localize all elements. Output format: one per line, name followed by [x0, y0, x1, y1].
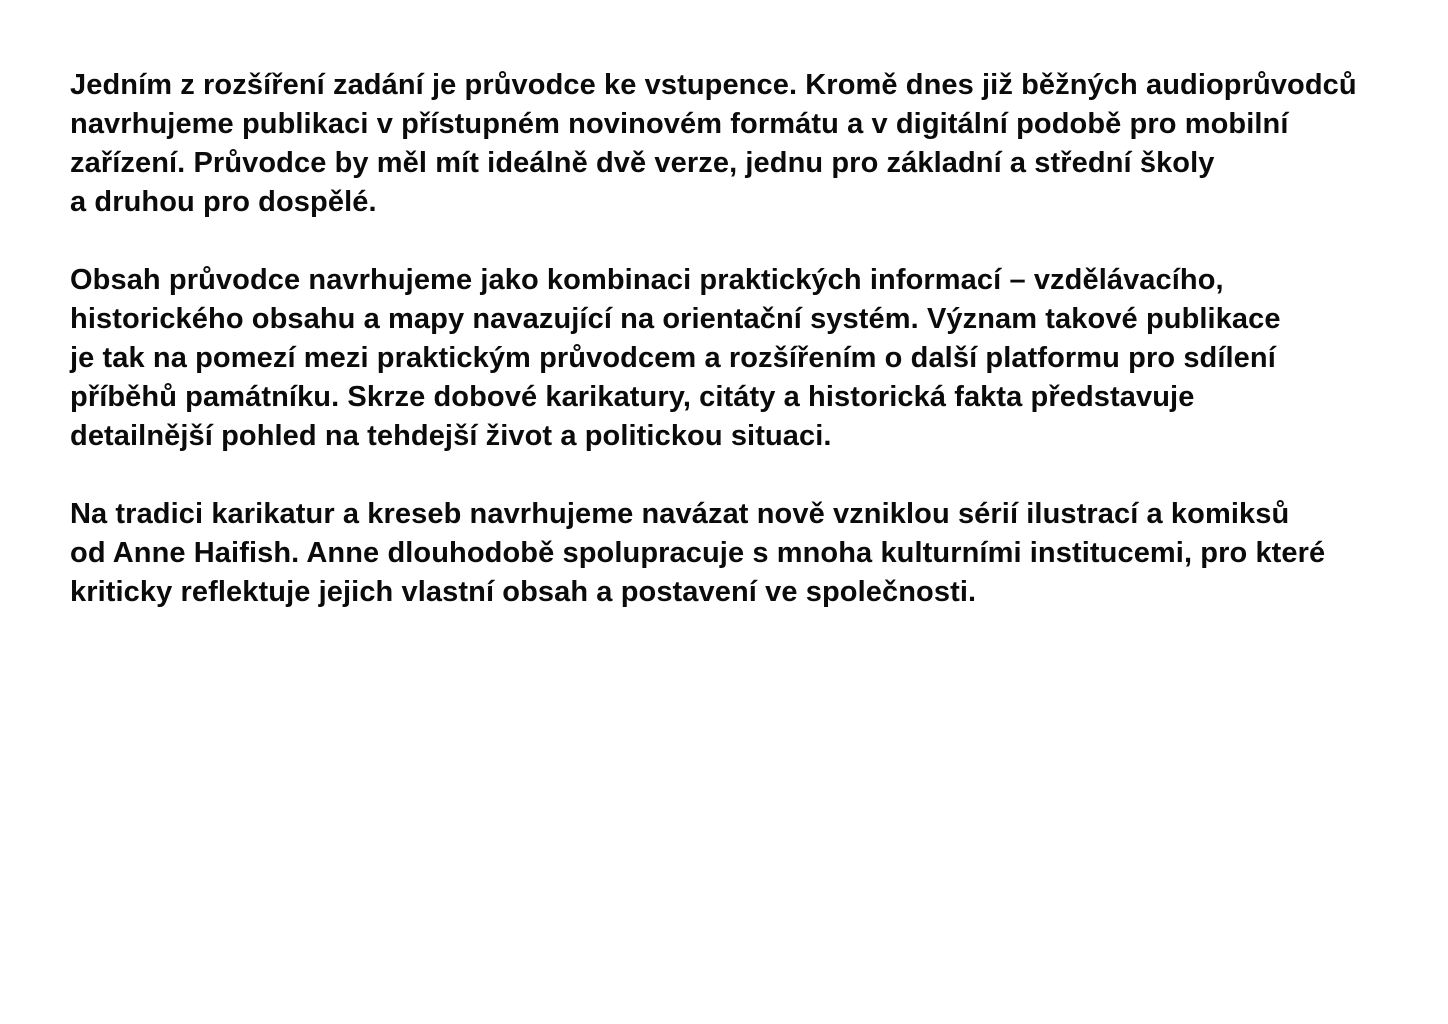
text-line: od Anne Haifish. Anne dlouhodobě spolupracuje s mnoha kulturními institucemi, pro které: [70, 537, 1326, 569]
text-line: příběhů památníku. Skrze dobové karikatury, citáty a historická fakta představuje: [70, 381, 1195, 413]
text-line: Na tradici karikatur a kreseb navrhujeme navázat nově vzniklou sérií ilustrací a komiksů: [70, 498, 1290, 530]
text-line: navrhujeme publikaci v přístupném novinovém formátu a v digitální podobě pro mobilní: [70, 108, 1289, 140]
text-line: historického obsahu a mapy navazující na orientační systém. Význam takové publikace: [70, 303, 1281, 335]
text-line: a druhou pro dospělé.: [70, 186, 377, 218]
text-line: zařízení. Průvodce by měl mít ideálně dvě verze, jednu pro základní a střední školy: [70, 147, 1215, 179]
text-line: kriticky reflektuje jejich vlastní obsah a postavení ve společnosti.: [70, 576, 977, 608]
text-line: je tak na pomezí mezi praktickým průvodcem a rozšířením o další platformu pro sdílení: [70, 342, 1276, 374]
paragraph-illustrations: [70, 495, 1408, 612]
paragraph-guide-intro: [70, 66, 1408, 222]
paragraph-guide-content: [70, 261, 1408, 456]
text-line: Obsah průvodce navrhujeme jako kombinaci praktických informací – vzdělávacího,: [70, 264, 1224, 296]
text-line: detailnější pohled na tehdejší život a politickou situaci.: [70, 420, 832, 452]
text-line: Jedním z rozšíření zadání je průvodce ke vstupence. Kromě dnes již běžných audioprůvodců: [70, 69, 1357, 101]
